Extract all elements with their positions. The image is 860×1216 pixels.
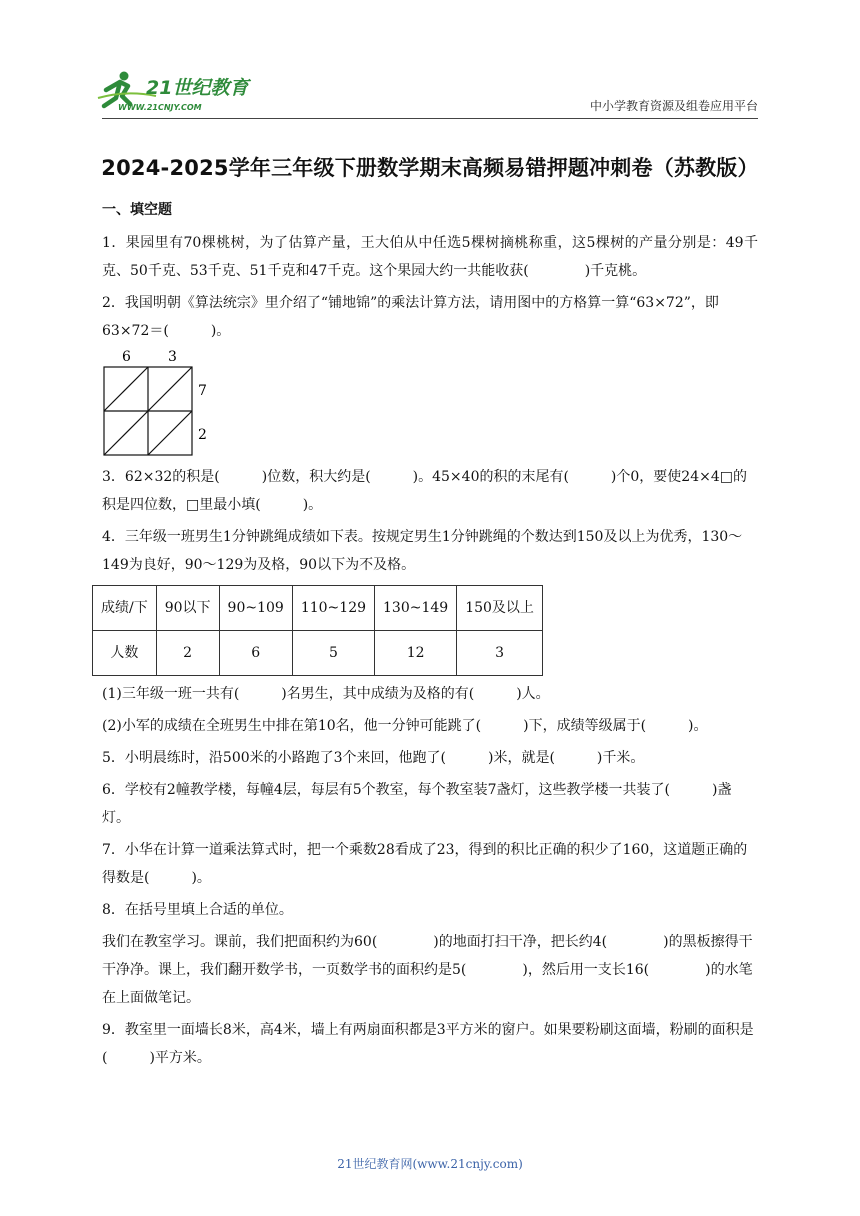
table-cell: 6 — [219, 631, 292, 676]
table-cell: 2 — [156, 631, 219, 676]
question-2: 2．我国明朝《算法统宗》里介绍了“铺地锦”的乘法计算方法，请用图中的方格算一算“63×72”，即63×72＝( )。 — [102, 295, 719, 339]
question-8-body: 我们在教室学习。课前，我们把面积约为60( )的地面打扫干净，把长约4( )的黑板擦得干干净净。课上，我们翻开数学书，一页数学书的面积约是5( )，然后用一支长16( )的水笔在上面做笔记。 — [102, 934, 753, 1006]
grid-side-digit: 7 — [198, 383, 207, 399]
table-cell: 人数 — [93, 631, 157, 676]
table-cell: 成绩/下 — [93, 586, 157, 631]
grid-top-digit: 6 — [122, 349, 131, 365]
jump-rope-table — [92, 585, 543, 676]
table-cell: 150及以上 — [457, 586, 543, 631]
table-cell: 5 — [292, 631, 374, 676]
table-row — [93, 631, 543, 676]
platform-label: 中小学教育资源及组卷应用平台 — [589, 99, 758, 113]
question-4-part-2: (2)小军的成绩在全班男生中排在第10名，他一分钟可能跳了( )下，成绩等级属于( )。 — [102, 718, 708, 734]
table-cell: 3 — [457, 631, 543, 676]
question-8: 8．在括号里填上合适的单位。 — [102, 902, 293, 918]
grid-side-digit: 2 — [198, 427, 207, 443]
question-4-part-1: (1)三年级一班一共有( )名男生，其中成绩为及格的有( )人。 — [102, 686, 550, 702]
question-4: 4．三年级一班男生1分钟跳绳成绩如下表。按规定男生1分钟跳绳的个数达到150及以上为优秀，130～149为良好，90～129为及格，90以下为不及格。 — [102, 529, 743, 573]
svg-text:21世纪教育: 21世纪教育 — [146, 77, 249, 99]
table-cell: 12 — [375, 631, 457, 676]
question-9: 9．教室里一面墙长8米，高4米，墙上有两扇面积都是3平方米的窗户。如果要粉刷这面墙，粉刷的面积是( )平方米。 — [102, 1022, 754, 1066]
page-header — [0, 0, 860, 120]
question-6: 6．学校有2幢教学楼，每幢4层，每层有5个教室，每个教室装7盏灯，这些教学楼一共装了( )盏灯。 — [102, 782, 732, 826]
header-divider — [102, 118, 758, 119]
grid-top-digit: 3 — [168, 349, 177, 365]
document-title: 2024-2025学年三年级下册数学期末高频易错押题冲刺卷（苏教版） — [101, 156, 759, 180]
question-list — [102, 200, 758, 1072]
question-5: 5．小明晨练时，沿500米的小路跑了3个来回，他跑了( )米，就是( )千米。 — [102, 750, 645, 766]
question-7: 7．小华在计算一道乘法算式时，把一个乘数28看成了23，得到的积比正确的积少了160，这道题正确的得数是( )。 — [102, 842, 748, 886]
site-logo — [96, 68, 266, 114]
lattice-grid — [102, 347, 222, 459]
table-cell: 90~109 — [219, 586, 292, 631]
section-heading: 一、填空题 — [102, 202, 172, 218]
table-cell: 130~149 — [375, 586, 457, 631]
svg-text:WWW.21CNJY.COM: WWW.21CNJY.COM — [118, 103, 202, 112]
table-cell: 110~129 — [292, 586, 374, 631]
table-cell: 90以下 — [156, 586, 219, 631]
page-footer: 21世纪教育网(www.21cnjy.com) — [337, 1157, 523, 1171]
question-3: 3．62×32的积是( )位数，积大约是( )。45×40的积的末尾有( )个0，要使24×4□的积是四位数，□里最小填( )。 — [102, 469, 747, 513]
table-header-row — [93, 586, 543, 631]
question-1: 1．果园里有70棵桃树，为了估算产量，王大伯从中任选5棵树摘桃称重，这5棵树的产量分别是：49千克、50千克、53千克、51千克和47千克。这个果园大约一共能收获( )千克桃。 — [102, 235, 758, 279]
